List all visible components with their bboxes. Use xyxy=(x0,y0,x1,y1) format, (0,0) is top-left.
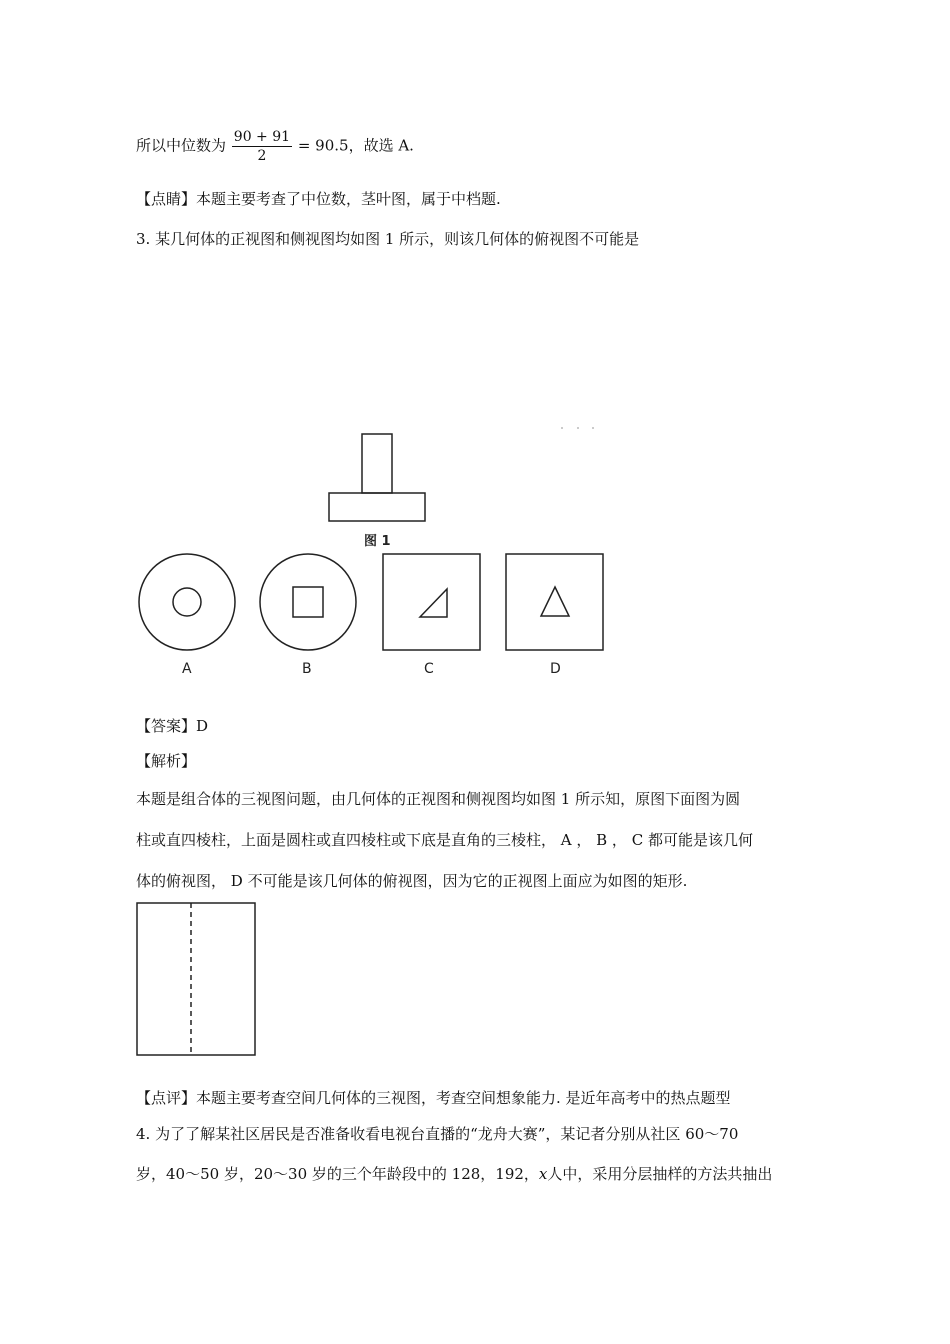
point-tag-1: 【点睛】 xyxy=(136,190,197,208)
question-4-line-1: 4. 为了了解某社区居民是否准备收看电视台直播的“龙舟大赛”，某记者分别从社区 60～70 xyxy=(136,1125,739,1143)
option-label-b: B xyxy=(302,661,312,677)
point-tag-2: 【点评】 xyxy=(136,1089,197,1107)
analysis-tag: 【解析】 xyxy=(136,752,197,770)
point-text-2: 本题主要考查空间几何体的三视图，考查空间想象能力. 是近年高考中的热点题型 xyxy=(196,1089,731,1107)
q4-text-before-var: 岁，40～50 岁，20～30 岁的三个年龄段中的 128，192， xyxy=(136,1165,539,1183)
q4-text-after-var: 人中，采用分层抽样的方法共抽出 xyxy=(547,1165,773,1183)
analysis-line-1: 本题是组合体的三视图问题，由几何体的正视图和侧视图均如图 1 所示知，原图下面图为圆 xyxy=(136,790,741,808)
question-4-line-2 xyxy=(136,1163,772,1184)
scan-dots xyxy=(561,427,594,429)
option-label-c: C xyxy=(424,661,434,677)
option-a-top-view xyxy=(139,554,235,650)
question-3-stem: 3. 某几何体的正视图和侧视图均如图 1 所示，则该几何体的俯视图不可能是 xyxy=(136,230,640,248)
point-note-2 xyxy=(136,1087,731,1108)
option-b-top-view xyxy=(260,554,356,650)
option-label-d: D xyxy=(550,661,561,677)
fraction-denominator: 2 xyxy=(257,148,267,164)
answer-line xyxy=(136,715,208,736)
median-suffix: = 90.5，故选 A. xyxy=(297,136,414,155)
analysis-line-3: 体的俯视图， D 不可能是该几何体的俯视图，因为它的正视图上面应为如图的矩形. xyxy=(136,872,688,890)
figure-1-front-view xyxy=(329,434,425,521)
fraction-numerator: 90 + 91 xyxy=(233,129,291,145)
option-label-a: A xyxy=(182,661,192,677)
option-c-top-view xyxy=(383,554,480,650)
option-d-top-view xyxy=(506,554,603,650)
analysis-line-2: 柱或直四棱柱，上面是圆柱或直四棱柱或下底是直角的三棱柱， A ， B ， C 都可能是该几何 xyxy=(136,831,753,849)
figure-1-caption: 图 1 xyxy=(364,534,391,549)
q4-variable-x: x xyxy=(538,1165,548,1183)
answer-tag: 【答案】 xyxy=(136,717,197,735)
point-text-1: 本题主要考查了中位数，茎叶图，属于中档题. xyxy=(196,190,501,208)
answer-value: D xyxy=(196,717,209,735)
analysis-rectangle-figure xyxy=(137,903,255,1055)
median-prefix: 所以中位数为 xyxy=(136,136,227,155)
